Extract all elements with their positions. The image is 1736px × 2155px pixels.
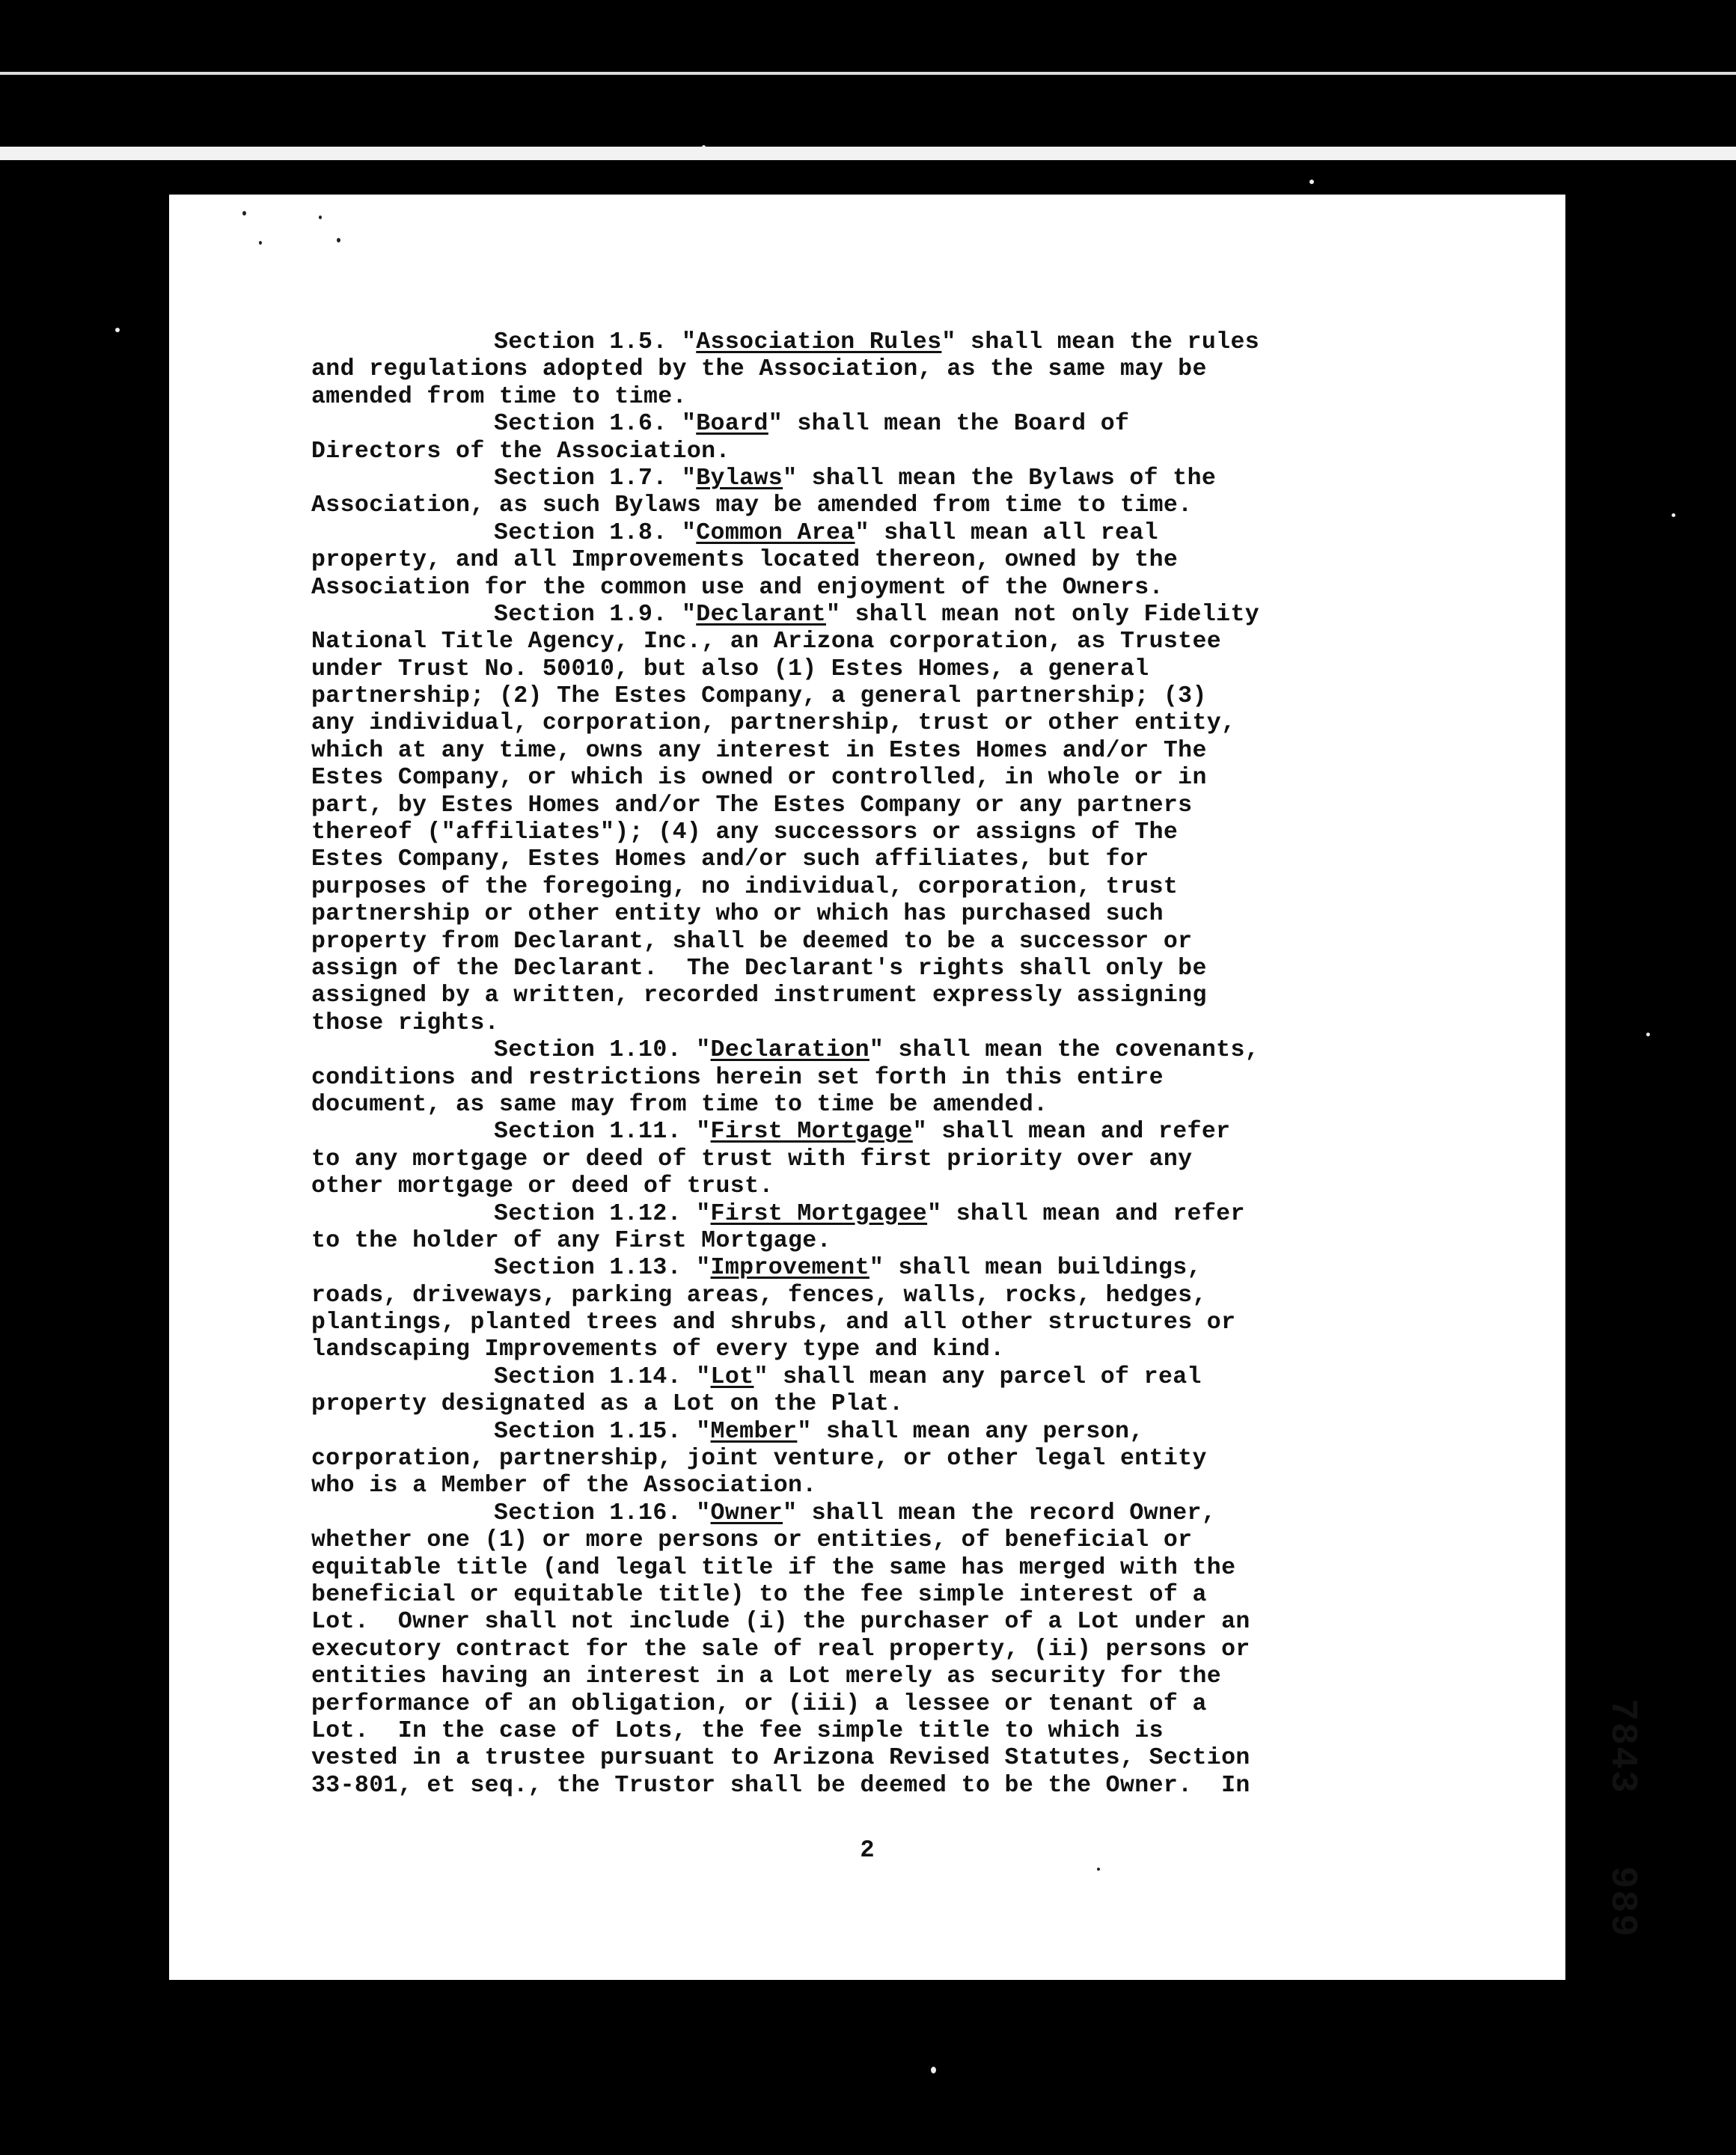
text-line: to the holder of any First Mortgage. [311, 1227, 831, 1254]
text-line: property from Declarant, shall be deemed to be a successor or [311, 928, 1193, 955]
text-line: Association for the common use and enjoyment of the Owners. [311, 574, 1164, 601]
text-line: Estes Company, Estes Homes and/or such affiliates, but for [311, 846, 1149, 873]
text-line: Lot. Owner shall not include (i) the purchaser of a Lot under an [311, 1609, 1250, 1636]
section-heading-line [311, 602, 1434, 629]
text-line: any individual, corporation, partnership, trust or other entity, [311, 710, 1236, 737]
section-heading-line [311, 520, 1434, 547]
section-heading-line [311, 1364, 1434, 1391]
text-line: assign of the Declarant. The Declarant's rights shall only be [311, 955, 1207, 982]
definition-text: " shall mean and refer [912, 1119, 1231, 1146]
text-line: corporation, partnership, joint venture, or other legal entity [311, 1446, 1207, 1473]
section-label: Section 1.16. " [494, 1500, 711, 1526]
defined-term: Lot [710, 1363, 754, 1390]
section-heading-line [311, 1201, 1434, 1228]
definition-text: " shall mean the rules [941, 329, 1260, 355]
scan-speck [259, 241, 262, 245]
scan-speck [115, 328, 120, 332]
definition-text: " shall mean the covenants, [869, 1037, 1260, 1064]
text-line: 33-801, et seq., the Trustor shall be deemed to be the Owner. In [311, 1772, 1250, 1799]
text-line: landscaping Improvements of every type and kind. [311, 1336, 1005, 1363]
definition-text: " shall mean the Board of [768, 411, 1130, 438]
scan-speck [1309, 180, 1314, 184]
section-heading-line [311, 1255, 1434, 1282]
scan-speck [1646, 1033, 1650, 1036]
section-label: Section 1.6. " [494, 411, 697, 438]
text-line: Estes Company, or which is owned or controlled, in whole or in [311, 765, 1207, 792]
text-line: plantings, planted trees and shrubs, and all other structures or [311, 1309, 1236, 1336]
document-body [311, 329, 1434, 1800]
definition-text: " shall mean buildings, [869, 1255, 1202, 1282]
defined-term: Association Rules [696, 329, 942, 355]
scan-speck [242, 211, 246, 216]
document-page [169, 195, 1643, 1980]
defined-term: Owner [710, 1500, 783, 1526]
defined-term: First Mortgagee [710, 1200, 928, 1227]
text-line: executory contract for the sale of real property, (ii) persons or [311, 1636, 1250, 1663]
section-heading-line [311, 329, 1434, 356]
text-line: roads, driveways, parking areas, fences, walls, rocks, hedges, [311, 1282, 1207, 1309]
text-line: Directors of the Association. [311, 438, 730, 465]
text-line: Lot. In the case of Lots, the fee simple title to which is [311, 1717, 1164, 1744]
definition-text: " shall mean any parcel of real [754, 1363, 1202, 1390]
definition-text: " shall mean any person, [797, 1418, 1144, 1445]
section-label: Section 1.15. " [494, 1418, 711, 1445]
text-line: assigned by a written, recorded instrument expressly assigning [311, 982, 1207, 1009]
text-line: whether one (1) or more persons or entities, of beneficial or [311, 1527, 1193, 1554]
text-line: vested in a trustee pursuant to Arizona Revised Statutes, Section [311, 1745, 1250, 1772]
scan-speck [319, 216, 322, 219]
defined-term: Declarant [696, 601, 826, 628]
section-label: Section 1.8. " [494, 519, 697, 546]
text-line: under Trust No. 50010, but also (1) Estes Homes, a general [311, 655, 1149, 682]
definition-text: " shall mean not only Fidelity [825, 601, 1260, 628]
page-number: 2 [860, 1836, 875, 1864]
text-line: entities having an interest in a Lot merely as security for the [311, 1663, 1222, 1690]
scan-border-top [0, 0, 1736, 150]
recording-stamp: 7843 989 [1601, 1699, 1643, 1939]
text-line: who is a Member of the Association. [311, 1473, 817, 1500]
scan-speck [1097, 1868, 1100, 1871]
section-label: Section 1.10. " [494, 1037, 711, 1064]
text-line: partnership or other entity who or which has purchased such [311, 901, 1164, 928]
text-line: other mortgage or deed of trust. [311, 1173, 774, 1200]
section-label: Section 1.9. " [494, 601, 697, 628]
text-line: beneficial or equitable title) to the fee simple interest of a [311, 1581, 1207, 1608]
text-line: part, by Estes Homes and/or The Estes Company or any partners [311, 792, 1193, 819]
text-line: equitable title (and legal title if the same has merged with the [311, 1554, 1236, 1581]
text-line: Association, as such Bylaws may be amended from time to time. [311, 492, 1193, 519]
definition-text: " shall mean the record Owner, [783, 1500, 1217, 1526]
defined-term: Bylaws [696, 465, 783, 492]
text-line: which at any time, owns any interest in Estes Homes and/or The [311, 737, 1207, 764]
text-line: to any mortgage or deed of trust with first priority over any [311, 1146, 1193, 1173]
section-label: Section 1.14. " [494, 1363, 711, 1390]
section-heading-line [311, 1037, 1434, 1064]
defined-term: Board [696, 411, 768, 438]
scan-speck [1672, 513, 1675, 517]
defined-term: Improvement [710, 1255, 869, 1282]
scan-speck [931, 2067, 936, 2073]
text-line: property designated as a Lot on the Plat. [311, 1391, 904, 1418]
scan-rule [0, 147, 1736, 160]
definition-text: " shall mean all real [855, 519, 1158, 546]
defined-term: Declaration [710, 1037, 869, 1064]
text-line: performance of an obligation, or (iii) a lessee or tenant of a [311, 1690, 1207, 1717]
scan-speck [337, 238, 340, 242]
section-heading-line [311, 1119, 1434, 1146]
section-heading-line [311, 1419, 1434, 1446]
text-line: and regulations adopted by the Association, as the same may be [311, 356, 1207, 383]
definition-text: " shall mean the Bylaws of the [783, 465, 1217, 492]
text-line: partnership; (2) The Estes Company, a general partnership; (3) [311, 683, 1207, 710]
text-line: amended from time to time. [311, 383, 687, 410]
defined-term: Common Area [696, 519, 855, 546]
text-line: document, as same may from time to time be amended. [311, 1091, 1048, 1118]
section-heading-line [311, 465, 1434, 492]
section-label: Section 1.13. " [494, 1255, 711, 1282]
section-heading-line [311, 1500, 1434, 1527]
scan-line [0, 72, 1736, 75]
defined-term: Member [710, 1418, 798, 1445]
definition-text: " shall mean and refer [927, 1200, 1245, 1227]
section-label: Section 1.11. " [494, 1119, 711, 1146]
scan-speck [702, 145, 706, 149]
section-label: Section 1.12. " [494, 1200, 711, 1227]
text-line: conditions and restrictions herein set forth in this entire [311, 1064, 1164, 1091]
section-label: Section 1.7. " [494, 465, 697, 492]
text-line: National Title Agency, Inc., an Arizona corporation, as Trustee [311, 629, 1222, 655]
text-line: property, and all Improvements located thereon, owned by the [311, 547, 1179, 574]
text-line: thereof ("affiliates"); (4) any successors or assigns of The [311, 819, 1179, 846]
section-label: Section 1.5. " [494, 329, 697, 355]
text-line: purposes of the foregoing, no individual, corporation, trust [311, 873, 1179, 900]
section-heading-line [311, 411, 1434, 438]
text-line: those rights. [311, 1009, 499, 1036]
defined-term: First Mortgage [710, 1119, 913, 1146]
